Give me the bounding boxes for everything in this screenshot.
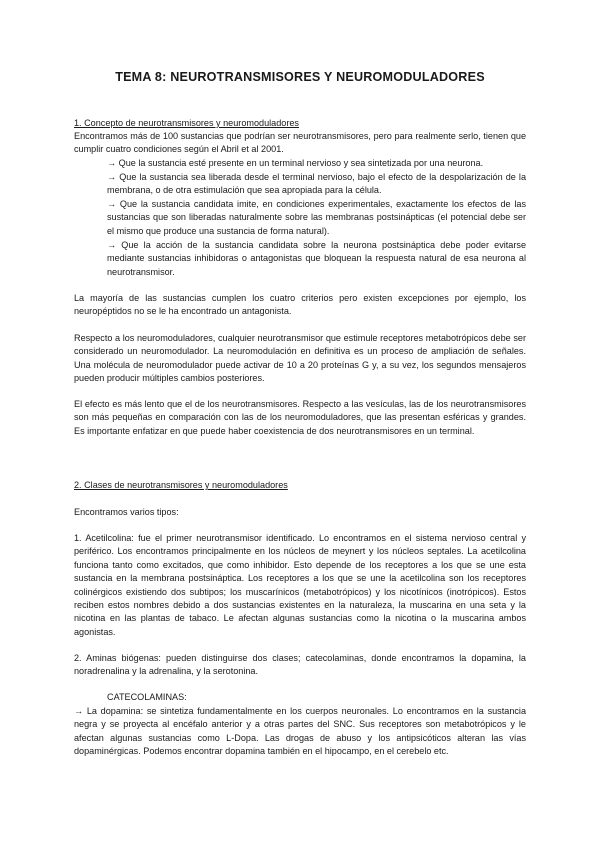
arrow-icon: → xyxy=(107,240,117,250)
paragraph-mayoria: La mayoría de las sustancias cumplen los cuatro criterios pero existen excepciones por ejemplo, los neuropéptidos no se le ha encontrado un antagonista. xyxy=(74,293,526,317)
condition-1-text: Que la sustancia esté presente en un terminal nervioso y sea sintetizada por una neurona. xyxy=(118,158,484,168)
condition-4-text: Que la acción de la sustancia candidata sobre la neurona postsináptica debe poder evitarse mediante sustancias inhibidoras o antagonistas que bloquean la respuesta natural de esa neurona al neurotransmisor. xyxy=(107,240,526,277)
page-title: TEMA 8: NEUROTRANSMISORES Y NEUROMODULADORES xyxy=(115,70,485,84)
paragraph-neuromoduladores: Respecto a los neuromoduladores, cualquier neurotransmisor que estimule receptores metabotrópicos debe ser considerado un neuromodulador. La neuromodulación en definitiva es un proceso de ampliación de señales. Una molécula de neuromodulador puede activar de 10 a 20 proteínas G y, a su vez, los segundos mensajeros pueden producir múltiples cambios posteriores. xyxy=(74,333,526,384)
condition-2 xyxy=(107,171,526,198)
arrow-icon: → xyxy=(107,199,117,209)
paragraph-dopamina: → La dopamina: se sintetiza fundamentalmente en los cuerpos neuronales. Lo encontramos en la sustancia negra y se proyecta al encéfalo anterior y a otras partes del SNC. Sus receptores son metabotrópicos y le afectan algunas sustancias como L-Dopa. Las drogas de abuso y los antipsicóticos alteran las vías dopaminérgicas. Podemos encontrar dopamina también en el hipocampo, en el cerebelo etc. xyxy=(74,706,526,757)
condition-4 xyxy=(107,239,526,279)
paragraph-aminas: 2. Aminas biógenas: pueden distinguirse dos clases; catecolaminas, donde encontramos la dopamina, la noradrenalina y la adrenalina, y la serotonina. xyxy=(74,653,526,677)
paragraph-efecto: El efecto es más lento que el de los neurotransmisores. Respecto a las vesículas, las de los neurotransmisores son más pequeñas en comparación con las de los neuromoduladores, que las presentan esféricas y grandes. Es importante enfatizar en que puede haber coexistencia de dos neurotransmisores en un terminal. xyxy=(74,399,526,436)
condition-2-text: Que la sustancia sea liberada desde el terminal nervioso, bajo el efecto de la despolarización de la membrana, o de otra estimulación que sea apropiada para la célula. xyxy=(107,172,527,196)
section-1-heading: 1. Concepto de neurotransmisores y neuromoduladores xyxy=(74,118,299,128)
section-1-intro: Encontramos más de 100 sustancias que podrían ser neurotransmisores, pero para realmente serlo, tienen que cumplir cuatro condiciones según el Abril et al 2001. xyxy=(74,131,526,155)
condition-3 xyxy=(107,198,526,238)
section-2-intro: Encontramos varios tipos: xyxy=(74,507,179,517)
catecolaminas-heading: CATECOLAMINAS: xyxy=(107,692,187,702)
condition-3-text: Que la sustancia candidata imite, en condiciones experimentales, exactamente los efectos de las sustancias que son liberadas naturalmente sobre las membranas postsinápticas (el potencial debe ser el mismo que produce una sustancia de forma natural). xyxy=(107,199,526,236)
section-2-heading: 2. Clases de neurotransmisores y neuromoduladores xyxy=(74,480,288,490)
paragraph-acetilcolina: 1. Acetilcolina: fue el primer neurotransmisor identificado. Lo encontramos en el sistema nervioso central y periférico. Los encontramos principalmente en los núcleos de meynert y los núcleos septales. La acetilcolina funciona tanto como excitados, que como inhibidor. Esto depende de los receptores a los que se une esta sustancia en la membrana postsináptica. Los receptores a los que se une la acetilcolina son los receptores colinérgicos existiendo dos subtipos; los muscarínicos (metabotrópicos) y los nicotínicos (inotrópicos). Estos reciben estos nombres debido a dos sustancias existentes en la naturaleza, la muscarina en una seta y la nicotina en las plantas de tabaco. Le afectan algunas sustancias como la nicotina o la muscarina ambos agonistas. xyxy=(74,533,526,637)
condition-1 xyxy=(107,157,526,170)
arrow-icon: → xyxy=(107,158,117,168)
arrow-icon: → xyxy=(107,172,117,182)
